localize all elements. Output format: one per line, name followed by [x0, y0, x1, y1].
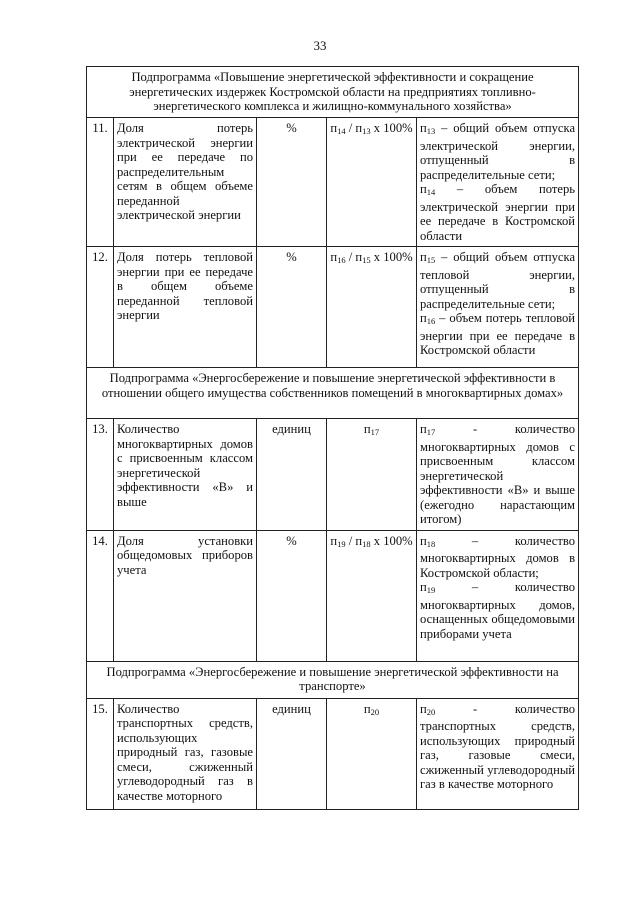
row-number: 14. [87, 530, 114, 661]
indicator-name: Доля потерь тепловой энергии при ее передаче в общем объеме переданной тепловой энергии [114, 247, 257, 368]
formula: $п_{17}$ [327, 419, 417, 531]
row-number: 12. [87, 247, 114, 368]
variable-description [417, 530, 579, 661]
section-header-row [87, 67, 579, 118]
indicator-name: Количество транспортных средств, использующих природный газ, газовые смеси, сжиженный углеводородный газ в качестве моторного [114, 698, 257, 809]
unit-of-measure: единиц [257, 419, 327, 531]
table-row [87, 698, 579, 809]
variable-description [417, 118, 579, 247]
row-number: 13. [87, 419, 114, 531]
description-line: $п_{19}$ – количество многоквартирных домов, оснащенных общедомовыми приборами учета [420, 580, 576, 641]
table-row [87, 419, 579, 531]
variable-description [417, 698, 579, 809]
indicator-name: Доля потерь электрической энергии при ее передаче по распределительным сетям в общем объеме переданной электрической энергии [114, 118, 257, 247]
row-number: 15. [87, 698, 114, 809]
section-header: Подпрограмма «Энергосбережение и повышение энергетической эффективности в отношении общего имущества собственников помещений в многоквартирных домах» [87, 368, 579, 419]
row-number: 11. [87, 118, 114, 247]
section-header: Подпрограмма «Повышение энергетической эффективности и сокращение энергетических издержек Костромской области на предприятиях топливно-энергетического комплекса и жилищно-коммунального хозяйства» [87, 67, 579, 118]
variable-description [417, 419, 579, 531]
formula: $п_{19} / п_{18}$ x 100% [327, 530, 417, 661]
formula: $п_{16} / п_{15}$ x 100% [327, 247, 417, 368]
unit-of-measure: % [257, 530, 327, 661]
table-row [87, 118, 579, 247]
description-line: $п_{15}$ – общий объем отпуска тепловой энергии, отпущенный в распределительные сети; [420, 250, 576, 311]
description-line: $п_{16}$ – объем потерь тепловой энергии при ее передаче в Костромской области [420, 311, 576, 357]
table-row [87, 530, 579, 661]
page-number: 33 [313, 38, 327, 53]
indicators-table [86, 66, 579, 810]
table-row [87, 247, 579, 368]
unit-of-measure: % [257, 118, 327, 247]
section-header-row [87, 661, 579, 698]
variable-description [417, 247, 579, 368]
description-line: $п_{17}$ - количество многоквартирных домов с присвоенным классом энергетической эффективности «В» и выше (ежегодно нарастающим итогом) [420, 422, 576, 526]
unit-of-measure: % [257, 247, 327, 368]
description-line: $п_{14}$ – объем потерь электрической энергии при ее передаче в Костромской области [420, 182, 576, 243]
unit-of-measure: единиц [257, 698, 327, 809]
formula: $п_{14} / п_{13}$ x 100% [327, 118, 417, 247]
section-header-row [87, 368, 579, 419]
indicator-name: Количество многоквартирных домов с присвоенным классом энергетической эффективности «В» и выше [114, 419, 257, 531]
description-line: $п_{18}$ – количество многоквартирных домов в Костромской области; [420, 533, 576, 580]
formula: $п_{20}$ [327, 698, 417, 809]
description-line: $п_{20}$ - количество транспортных средств, использующих природный газ, газовые смеси, сжиженный углеводородный газ в качестве моторного [420, 701, 576, 791]
indicator-name: Доля установки общедомовых приборов учета [114, 530, 257, 661]
description-line: $п_{13}$ – общий объем отпуска электрической энергии, отпущенный в распределительные сети; [420, 121, 576, 182]
section-header: Подпрограмма «Энергосбережение и повышение энергетической эффективности на транспорте» [87, 661, 579, 698]
